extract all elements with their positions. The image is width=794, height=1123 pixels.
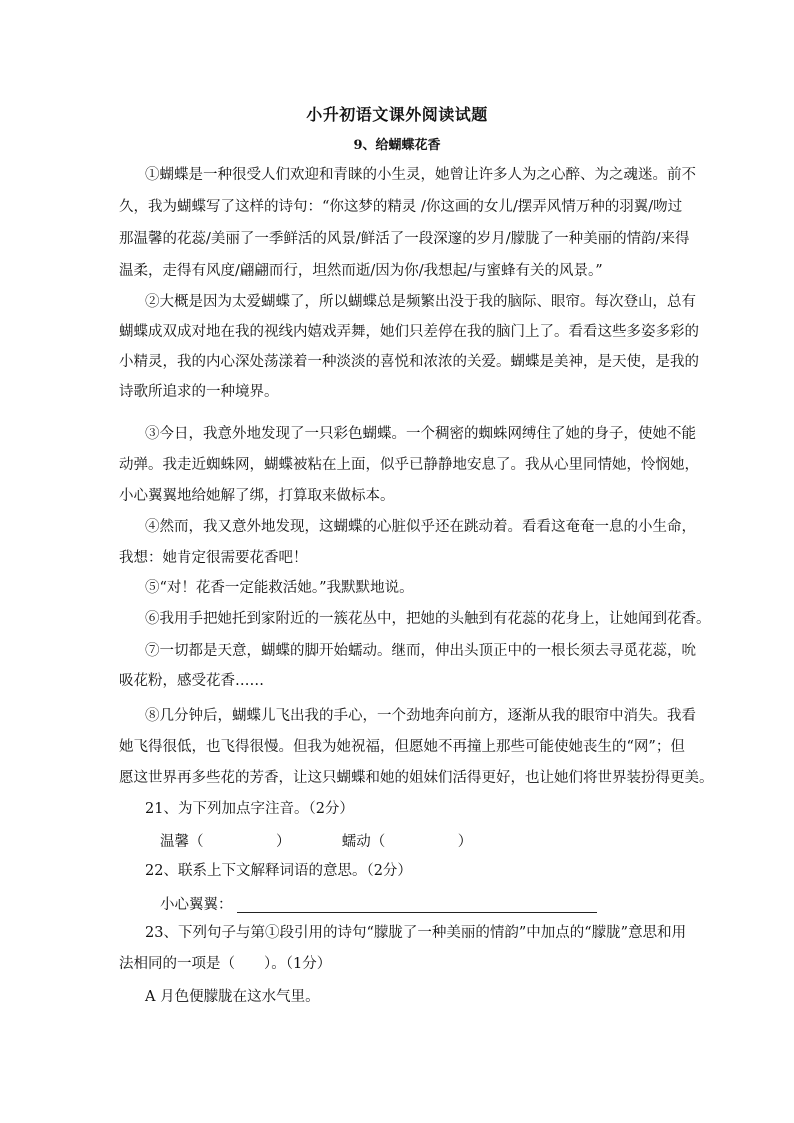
paragraph-line: 动弹。我走近蜘蛛网，蝴蝶被粘在上面，似乎已静静地安息了。我从心里同情她，怜悯她，: [119, 457, 699, 473]
question-23-line1: 23、下列句子与第①段引用的诗句“朦胧了一种美丽的情韵”中加点的“朦胧”意思和用: [145, 925, 687, 941]
paragraph-line: 她飞得很低，也飞得很慢。但我为她祝福，但愿她不再撞上那些可能使她丧生的“网”；但: [119, 739, 685, 755]
paragraph-line: 我想：她肯定很需要花香吧！: [119, 550, 308, 566]
option-a: A 月色便朦胧在这水气里。: [145, 989, 320, 1005]
question-23-line2: 法相同的一项是（ ）。（1分）: [119, 956, 332, 972]
paragraph-line: ④然而，我又意外地发现，这蝴蝶的心脏似乎还在跳动着。看看这奄奄一息的小生命，: [145, 519, 696, 535]
paragraph-line: 蝴蝶成双成对地在我的视线内嬉戏弄舞，她们只差停在我的脑门上了。看看这些多姿多彩的: [119, 324, 699, 340]
paragraph-line: ①蝴蝶是一种很受人们欢迎和青睐的小生灵，她曾让许多人为之心醉、为之魂迷。前不: [145, 167, 696, 183]
paragraph-line: ⑤“对！花香一定能救活她。”我默默地说。: [145, 580, 414, 596]
page-title: 小升初语文课外阅读试题: [306, 105, 488, 124]
pinyin-item-1: 温馨（ ）: [160, 834, 291, 850]
paragraph-line: ②大概是因为太爱蝴蝶了，所以蝴蝶总是频繁出没于我的脑际、眼帘。每次登山，总有: [145, 294, 696, 310]
paragraph-line: 久，我为蝴蝶写了这样的诗句：“你这梦的精灵 /你这画的女儿/摆弄风情万种的羽翼/吻过: [119, 199, 683, 215]
paragraph-line: 小精灵，我的内心深处荡漾着一种淡淡的喜悦和浓浓的关爱。蝴蝶是美神，是天使，是我的: [119, 354, 699, 370]
paragraph-line: ⑥我用手把她托到家附近的一簇花丛中，把她的头触到有花蕊的花身上，让她闻到花香。: [145, 611, 711, 627]
term-label: 小心翼翼：: [160, 897, 233, 913]
paragraph-line: ⑧几分钟后，蝴蝶儿飞出我的手心，一个劲地奔向前方，逐渐从我的眼帘中消失。我看: [145, 708, 696, 724]
article-title: 9、给蝴蝶花香: [353, 138, 441, 153]
paragraph-line: ③今日，我意外地发现了一只彩色蝴蝶。一个稠密的蜘蛛网缚住了她的身子，使她不能: [145, 426, 696, 442]
question-22-answer: [160, 893, 597, 914]
paragraph-line: 吸花粉，感受花香……: [119, 673, 264, 689]
paragraph-line: 那温馨的花蕊/美丽了一季鲜活的风景/鲜活了一段深邃的岁月/朦胧了一种美丽的情韵/来得: [119, 231, 690, 247]
question-22: 22、联系上下文解释词语的意思。（2分）: [145, 863, 412, 879]
paragraph-line: ⑦一切都是天意，蝴蝶的脚开始蠕动。继而，伸出头顶正中的一根长须去寻觅花蕊，吮: [145, 643, 696, 659]
answer-blank[interactable]: [237, 898, 597, 913]
paragraph-line: 温柔，走得有风度/翩翩而行，坦然而逝/因为你/我想起/与蜜蜂有关的风景。”: [119, 263, 603, 279]
question-21-items: [160, 830, 472, 851]
paragraph-line: 愿这世界再多些花的芳香，让这只蝴蝶和她的姐妹们活得更好，也让她们将世界装扮得更美。: [119, 770, 714, 786]
paragraph-line: 诗歌所追求的一种境界。: [119, 384, 279, 400]
pinyin-item-2: 蠕动（ ）: [341, 834, 473, 850]
paragraph-line: 小心翼翼地给她解了绑，打算取来做标本。: [119, 488, 395, 504]
question-21: 21、为下列加点字注音。（2分）: [145, 801, 354, 817]
